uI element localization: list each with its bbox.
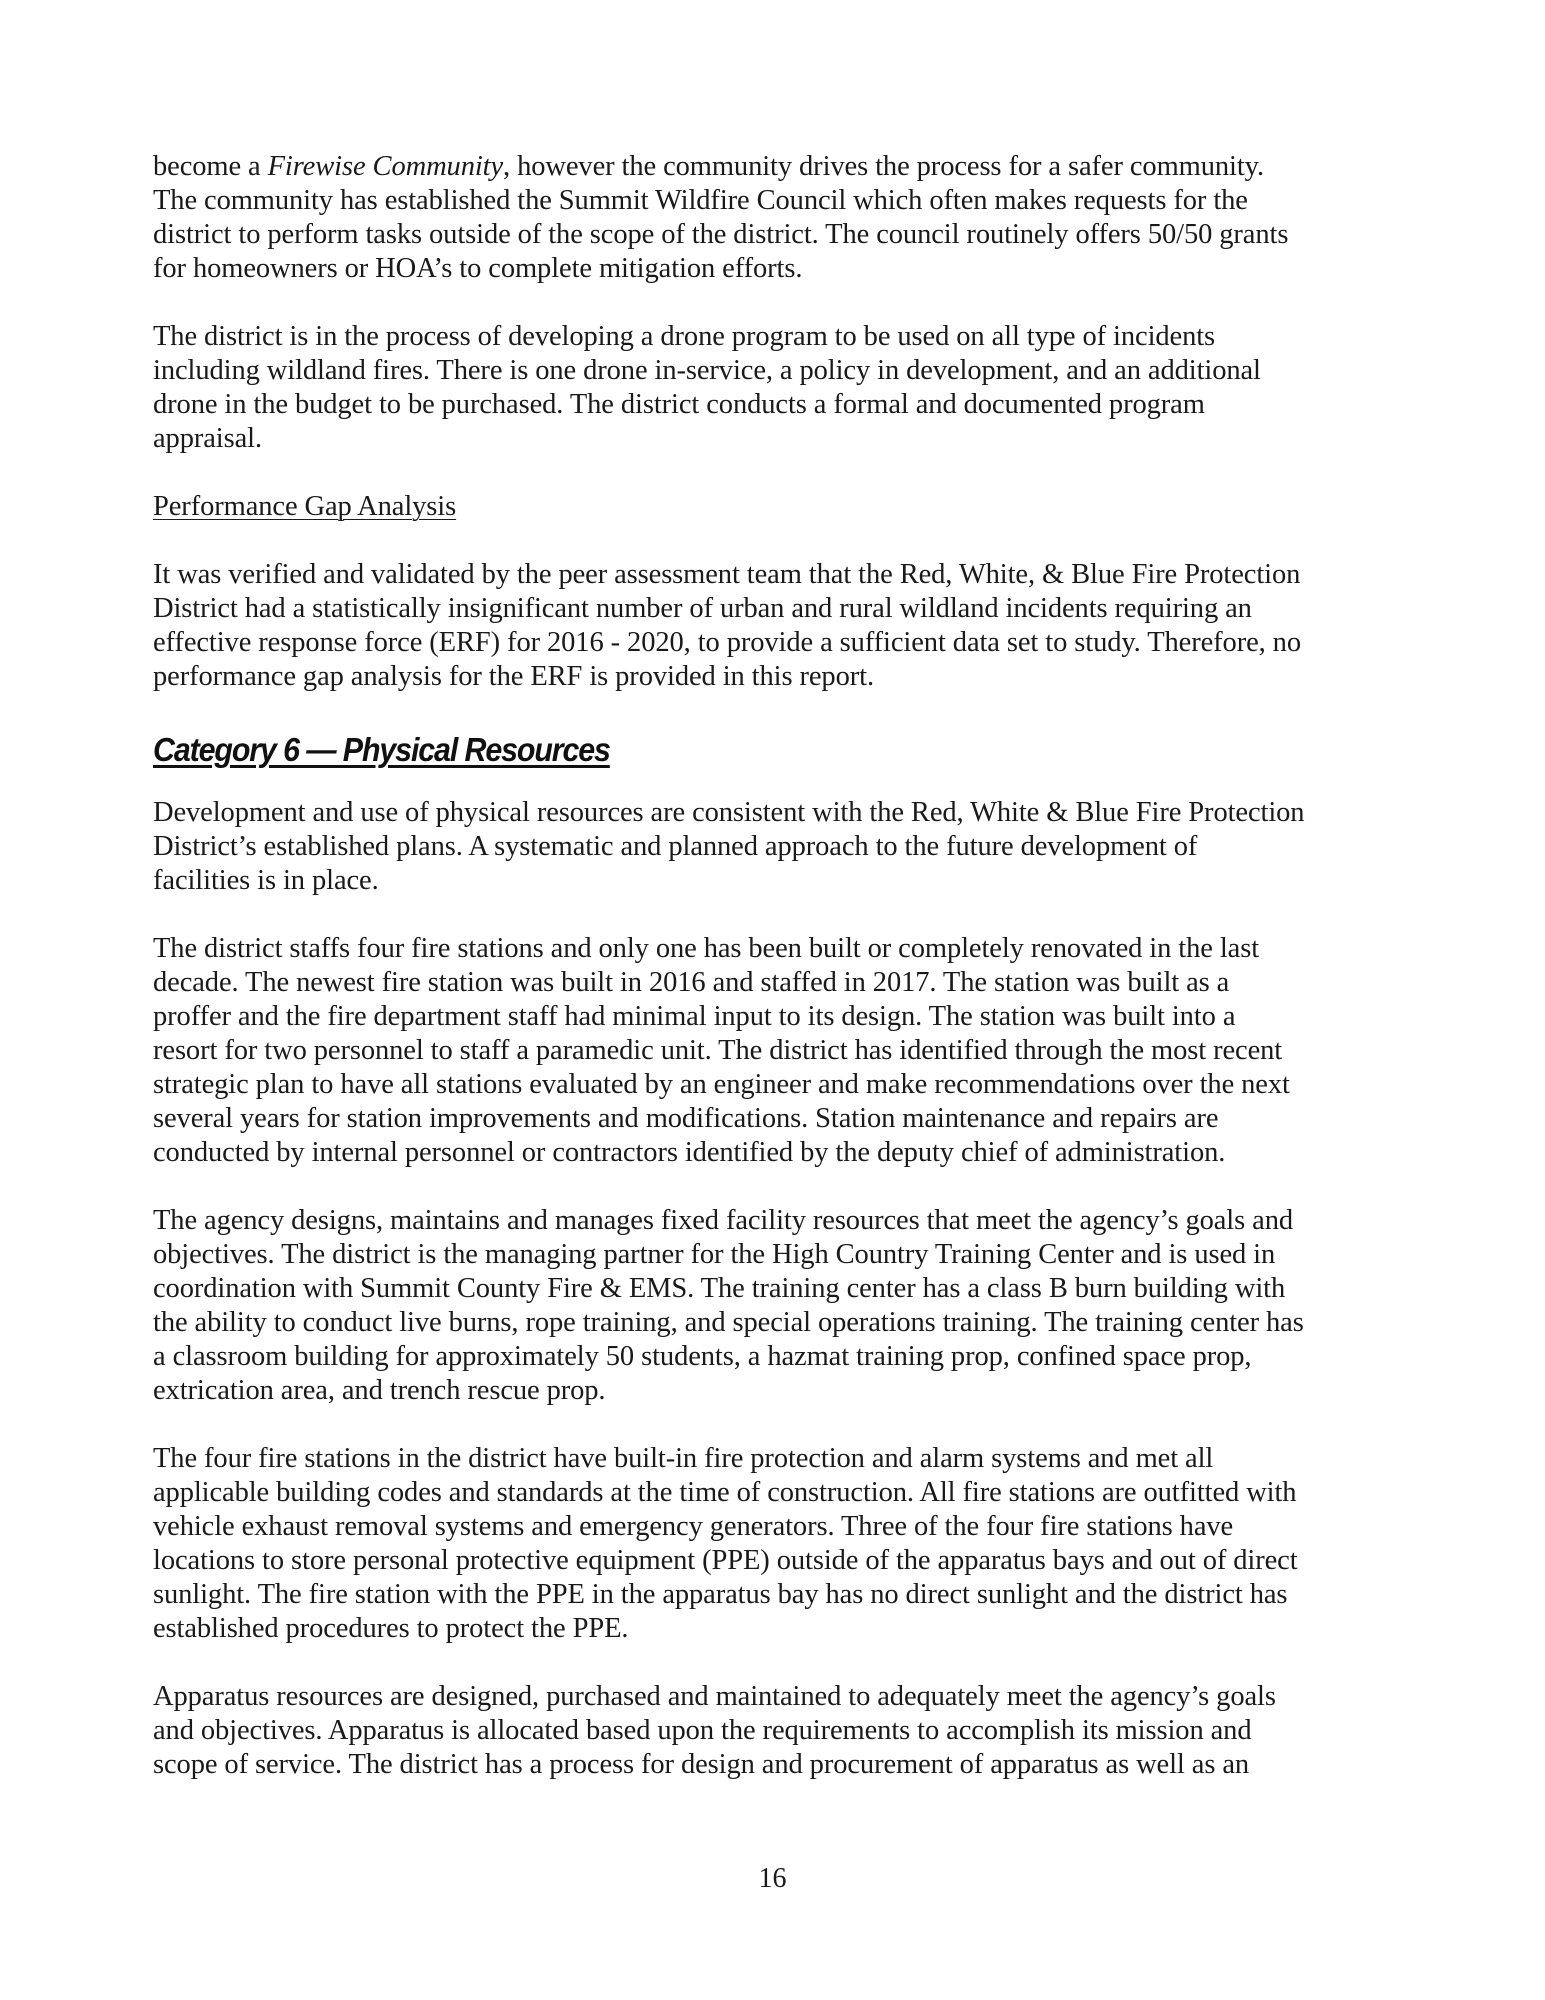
- text-line: resort for two personnel to staff a paramedic unit. The district has identified through the most recent: [153, 1035, 1283, 1066]
- text-line: vehicle exhaust removal systems and emergency generators. Three of the four fire stations have: [153, 1511, 1234, 1542]
- text-line: It was verified and validated by the peer assessment team that the Red, White, & Blue Fire Protection: [153, 559, 1301, 590]
- text-line: District had a statistically insignificant number of urban and rural wildland incidents requiring an: [153, 593, 1252, 624]
- text-line: District’s established plans. A systematic and planned approach to the future development of: [153, 831, 1198, 862]
- text-line: the ability to conduct live burns, rope training, and special operations training. The training center has: [153, 1307, 1304, 1338]
- text-line: for homeowners or HOA’s to complete mitigation efforts.: [153, 253, 803, 284]
- text-line: coordination with Summit County Fire & EMS. The training center has a class B burn building with: [153, 1273, 1286, 1304]
- text-line: The agency designs, maintains and manages fixed facility resources that meet the agency’s goals and: [153, 1205, 1293, 1236]
- text-line: The four fire stations in the district have built-in fire protection and alarm systems and met all: [153, 1443, 1214, 1474]
- text-line: locations to store personal protective equipment (PPE) outside of the apparatus bays and out of direct: [153, 1545, 1298, 1576]
- text-line: established procedures to protect the PPE.: [153, 1613, 629, 1644]
- text-line: decade. The newest fire station was built in 2016 and staffed in 2017. The station was built as a: [153, 967, 1230, 998]
- text-line: The district staffs four fire stations and only one has been built or completely renovated in the last: [153, 933, 1260, 964]
- text-line: sunlight. The fire station with the PPE in the apparatus bay has no direct sunlight and the district has: [153, 1579, 1288, 1610]
- text-line: several years for station improvements and modifications. Station maintenance and repairs are: [153, 1103, 1219, 1134]
- text-line: The community has established the Summit Wildfire Council which often makes requests for the: [153, 185, 1248, 216]
- text-line: district to perform tasks outside of the scope of the district. The council routinely offers 50/50 grants: [153, 219, 1289, 250]
- text-line: strategic plan to have all stations evaluated by an engineer and make recommendations over the next: [153, 1069, 1290, 1100]
- text-line: effective response force (ERF) for 2016 - 2020, to provide a sufficient data set to study. Therefore, no: [153, 627, 1301, 658]
- text-line: scope of service. The district has a process for design and procurement of apparatus as well as an: [153, 1749, 1250, 1780]
- text-line: extrication area, and trench rescue prop.: [153, 1375, 606, 1406]
- text-line: The district is in the process of developing a drone program to be used on all type of incidents: [153, 321, 1216, 352]
- text-line: conducted by internal personnel or contractors identified by the deputy chief of administration.: [153, 1137, 1226, 1168]
- text-line: including wildland fires. There is one drone in-service, a policy in development, and an additional: [153, 355, 1261, 386]
- text-line: facilities is in place.: [153, 865, 379, 896]
- text-line: Apparatus resources are designed, purchased and maintained to adequately meet the agency’s goals: [153, 1681, 1276, 1712]
- section-heading-category-6: Category 6 — Physical Resources: [153, 731, 610, 768]
- italic-term: Firewise Community: [267, 151, 504, 182]
- text-line: performance gap analysis for the ERF is provided in this report.: [153, 661, 874, 692]
- text-line: a classroom building for approximately 50 students, a hazmat training prop, confined space prop,: [153, 1341, 1252, 1372]
- text-line: appraisal.: [153, 423, 262, 454]
- subheading-performance-gap-analysis: Performance Gap Analysis: [153, 491, 457, 522]
- text-line: applicable building codes and standards at the time of construction. All fire stations are outfitted with: [153, 1477, 1297, 1508]
- text-line: drone in the budget to be purchased. The district conducts a formal and documented program: [153, 389, 1205, 420]
- text-span: become a: [153, 151, 268, 182]
- text-line: [153, 150, 1264, 184]
- text-span: , however the community drives the process for a safer community.: [503, 151, 1264, 182]
- text-line: Development and use of physical resources are consistent with the Red, White & Blue Fire Protection: [153, 797, 1305, 828]
- text-line: objectives. The district is the managing partner for the High Country Training Center and is used in: [153, 1239, 1276, 1270]
- text-line: and objectives. Apparatus is allocated based upon the requirements to accomplish its mission and: [153, 1715, 1252, 1746]
- page-number: 16: [758, 1863, 787, 1894]
- text-line: proffer and the fire department staff had minimal input to its design. The station was built into a: [153, 1001, 1236, 1032]
